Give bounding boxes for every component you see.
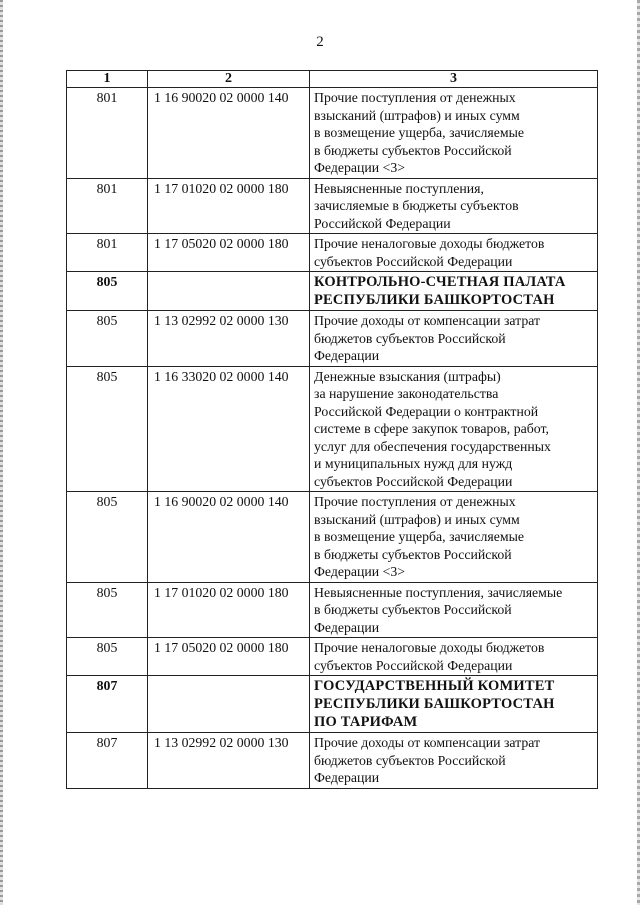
budget-classification-code-cell: 1 16 33020 02 0000 140 xyxy=(148,366,310,492)
revenue-name-line: Невыясненные поступления, xyxy=(314,180,484,196)
revenue-name-line: Прочие поступления от денежных xyxy=(314,90,516,105)
revenue-name-line: Российской Федерации xyxy=(314,215,451,231)
revenue-name-cell xyxy=(310,582,598,638)
administrator-code-cell: 805 xyxy=(67,582,148,638)
revenue-name-line: Федерации xyxy=(314,770,380,785)
revenue-name-line: в возмещение ущерба, зачисляемые xyxy=(314,529,525,544)
scan-edge-left xyxy=(0,0,3,905)
table-row xyxy=(67,178,598,234)
table-row xyxy=(67,492,598,583)
organization-row xyxy=(67,272,598,311)
revenue-name-line: услуг для обеспечения государственных xyxy=(314,438,551,454)
revenue-name-cell xyxy=(310,366,598,492)
revenue-name-line: бюджетов субъектов Российской xyxy=(314,752,506,768)
table-row xyxy=(67,733,598,789)
revenue-name-line: ГОСУДАРСТВЕННЫЙ КОМИТЕТ xyxy=(314,678,555,694)
revenue-name-line: Прочие доходы от компенсации затрат xyxy=(314,735,541,750)
administrator-code-cell: 801 xyxy=(67,88,148,179)
administrator-code-cell: 805 xyxy=(67,311,148,367)
revenue-name-cell xyxy=(310,733,598,789)
revenue-name-line: взысканий (штрафов) и иных сумм xyxy=(314,107,520,123)
revenue-name-line: в бюджеты субъектов Российской xyxy=(314,602,512,617)
budget-classification-code-cell xyxy=(148,272,310,311)
budget-classification-code-cell: 1 13 02992 02 0000 130 xyxy=(148,733,310,789)
budget-classification-code-cell: 1 16 90020 02 0000 140 xyxy=(148,492,310,583)
table-row xyxy=(67,311,598,367)
column-header-3: 3 xyxy=(310,71,598,88)
revenue-name-line: Федерации <3> xyxy=(314,160,406,175)
revenue-name-line: Невыясненные поступления, зачисляемые xyxy=(314,584,563,600)
revenue-name-line: Денежные взыскания (штрафы) xyxy=(314,368,501,384)
administrator-code-cell: 805 xyxy=(67,366,148,492)
administrator-code-cell: 805 xyxy=(67,492,148,583)
revenue-name-line: системе в сфере закупок товаров, работ, xyxy=(314,421,549,436)
column-header-1: 1 xyxy=(67,71,148,88)
revenue-codes-table xyxy=(66,70,598,789)
administrator-code-cell: 801 xyxy=(67,234,148,272)
revenue-name-line: Федерации <3> xyxy=(314,564,406,579)
table-row xyxy=(67,638,598,676)
revenue-name-line: за нарушение законодательства xyxy=(314,386,499,401)
administrator-code-cell: 805 xyxy=(67,272,148,311)
revenue-name-line: Российской Федерации о контрактной xyxy=(314,403,539,419)
table-row xyxy=(67,88,598,179)
revenue-name-line: в бюджеты субъектов Российской xyxy=(314,142,512,158)
revenue-name-cell xyxy=(310,638,598,676)
budget-classification-code-cell xyxy=(148,676,310,733)
revenue-name-line: ПО ТАРИФАМ xyxy=(314,714,418,730)
revenue-name-line: взысканий (штрафов) и иных сумм xyxy=(314,511,520,527)
page-number: 2 xyxy=(316,34,324,50)
revenue-name-line: РЕСПУБЛИКИ БАШКОРТОСТАН xyxy=(314,292,555,308)
revenue-name-line: Прочие поступления от денежных xyxy=(314,494,516,509)
column-header-2: 2 xyxy=(148,71,310,88)
administrator-code-cell: 805 xyxy=(67,638,148,676)
revenue-name-cell xyxy=(310,88,598,179)
revenue-name-line: бюджетов субъектов Российской xyxy=(314,330,506,346)
budget-classification-code-cell: 1 17 01020 02 0000 180 xyxy=(148,178,310,234)
table-body xyxy=(67,88,598,789)
revenue-name-line: КОНТРОЛЬНО-СЧЕТНАЯ ПАЛАТА xyxy=(314,274,566,290)
revenue-name-line: РЕСПУБЛИКИ БАШКОРТОСТАН xyxy=(314,696,555,712)
revenue-name-cell xyxy=(310,234,598,272)
administrator-code-cell: 807 xyxy=(67,733,148,789)
table-row xyxy=(67,366,598,492)
budget-classification-code-cell: 1 13 02992 02 0000 130 xyxy=(148,311,310,367)
revenue-name-line: в бюджеты субъектов Российской xyxy=(314,546,512,562)
revenue-name-line: Прочие неналоговые доходы бюджетов xyxy=(314,640,545,655)
budget-classification-code-cell: 1 17 05020 02 0000 180 xyxy=(148,234,310,272)
budget-classification-code-cell: 1 16 90020 02 0000 140 xyxy=(148,88,310,179)
organization-name-cell xyxy=(310,272,598,311)
revenue-name-line: Федерации xyxy=(314,348,380,363)
organization-name-cell xyxy=(310,676,598,733)
table-header-row xyxy=(67,71,598,88)
budget-classification-code-cell: 1 17 05020 02 0000 180 xyxy=(148,638,310,676)
budget-classification-code-cell: 1 17 01020 02 0000 180 xyxy=(148,582,310,638)
revenue-name-line: Федерации xyxy=(314,619,380,635)
table-row xyxy=(67,234,598,272)
table-row xyxy=(67,582,598,638)
revenue-name-cell xyxy=(310,178,598,234)
revenue-name-line: субъектов Российской Федерации xyxy=(314,473,513,489)
revenue-name-line: зачисляемые в бюджеты субъектов xyxy=(314,198,519,213)
revenue-name-cell xyxy=(310,311,598,367)
revenue-name-line: и муниципальных нужд для нужд xyxy=(314,456,513,471)
organization-row xyxy=(67,676,598,733)
revenue-name-line: субъектов Российской Федерации xyxy=(314,657,513,673)
revenue-name-cell xyxy=(310,492,598,583)
revenue-name-line: Прочие неналоговые доходы бюджетов xyxy=(314,236,545,251)
revenue-name-line: Прочие доходы от компенсации затрат xyxy=(314,313,541,328)
revenue-name-line: в возмещение ущерба, зачисляемые xyxy=(314,125,525,140)
administrator-code-cell: 807 xyxy=(67,676,148,733)
administrator-code-cell: 801 xyxy=(67,178,148,234)
revenue-name-line: субъектов Российской Федерации xyxy=(314,253,513,269)
